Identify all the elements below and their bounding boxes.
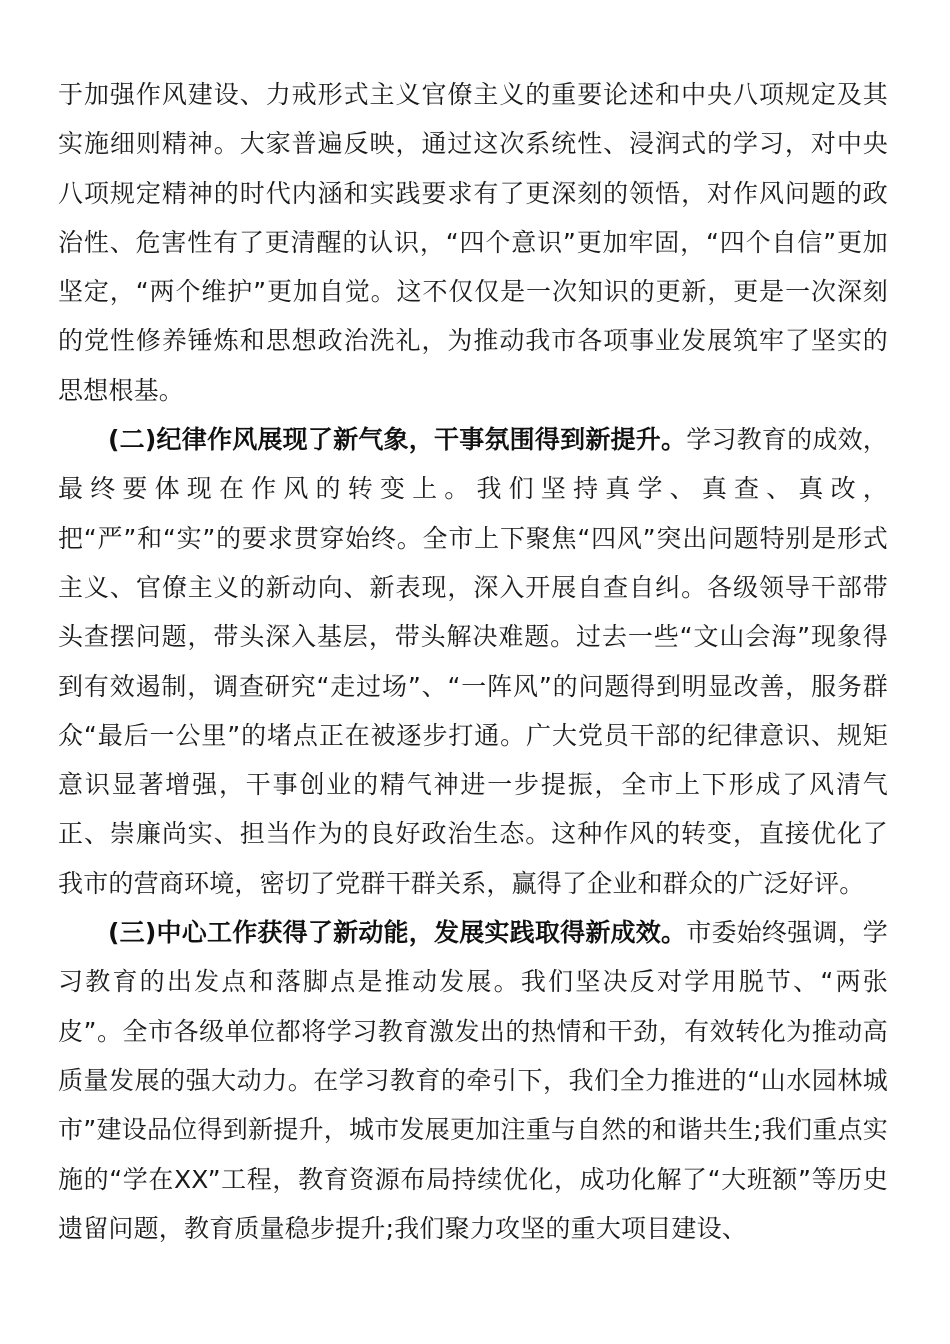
paragraph-3-text: 市委始终强调，学习教育的出发点和落脚点是推动发展。我们坚决反对学用脱节、“两张皮”。全市各级单位都将学习教育激发出的热情和干劲，有效转化为推动高质量发展的强大动力。在学习教育的牵引下，我们全力推进的“山水园林城市”建设品位得到新提升，城市发展更加注重与自然的和谐共生;我们重点实施的“学在XX”工程，教育资源布局持续优化，成功化解了“大班额”等历史遗留问题，教育质量稳步提升;我们聚力攻坚的重大项目建设、	[58, 918, 889, 1243]
paragraph-1-text: 于加强作风建设、力戒形式主义官僚主义的重要论述和中央八项规定及其实施细则精神。大家普遍反映，通过这次系统性、浸润式的学习，对中央八项规定精神的时代内涵和实践要求有了更深刻的领悟，对作风问题的政治性、危害性有了更清醒的认识，“四个意识”更加牢固，“四个自信”更加坚定，“两个维护”更加自觉。这不仅仅是一次知识的更新，更是一次深刻的党性修养锤炼和思想政治洗礼，为推动我市各项事业发展筑牢了坚实的思想根基。	[58, 80, 888, 405]
paragraph-3	[58, 908, 888, 1253]
paragraph-2-heading: (二)纪律作风展现了新气象，干事氛围得到新提升。	[108, 425, 687, 455]
paragraph-1	[58, 70, 888, 415]
paragraph-2	[58, 415, 888, 908]
paragraph-3-heading: (三)中心工作获得了新动能，发展实践取得新成效。	[108, 918, 687, 948]
document-body	[58, 70, 888, 1253]
paragraph-2-text: 学习教育的成效，最终要体现在作风的转变上。我们坚持真学、真查、真改，把“严”和“实”的要求贯穿始终。全市上下聚焦“四风”突出问题特别是形式主义、官僚主义的新动向、新表现，深入开展自查自纠。各级领导干部带头查摆问题，带头深入基层，带头解决难题。过去一些“文山会海”现象得到有效遏制，调查研究“走过场”、“一阵风”的问题得到明显改善，服务群众“最后一公里”的堵点正在被逐步打通。广大党员干部的纪律意识、规矩意识显著增强，干事创业的精气神进一步提振，全市上下形成了风清气正、崇廉尚实、担当作为的良好政治生态。这种作风的转变，直接优化了我市的营商环境，密切了党群干群关系，赢得了企业和群众的广泛好评。	[58, 425, 889, 898]
